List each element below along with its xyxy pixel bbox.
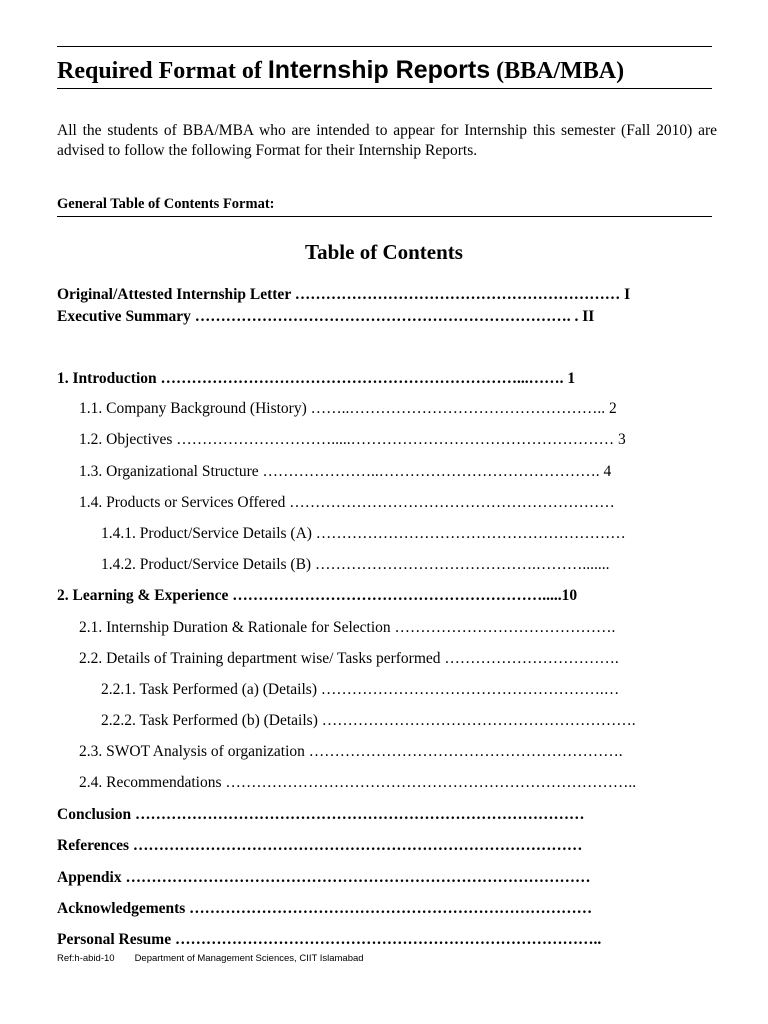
- page-footer: [57, 953, 364, 964]
- title-part-3: (BBA/MBA): [490, 58, 625, 84]
- toc-entry-task-a: 2.2.1. Task Performed (a) (Details) ……………………………………………….…: [101, 681, 620, 698]
- toc-entry-product-details-a: 1.4.1. Product/Service Details (A) ……………………………………………………: [101, 525, 626, 542]
- toc-entry-objectives: 1.2. Objectives ………………………….....…………………………………………… 3: [79, 431, 626, 448]
- intro-paragraph: All the students of BBA/MBA who are intended to appear for Internship this semester (Fall 2010) are advised to follow the following Format for their Internship Reports.: [57, 122, 717, 159]
- toc-entry-recommendations: 2.4. Recommendations ……………………………………………………………………..: [79, 774, 637, 791]
- toc-entry-internship-duration: 2.1. Internship Duration & Rationale for Selection …………………………………….: [79, 619, 616, 636]
- toc-entry-introduction: 1. Introduction ……………………………………………………………...……. 1: [57, 370, 576, 387]
- title-part-1: Required Format of: [57, 58, 268, 84]
- toc-entry-swot-analysis: 2.3. SWOT Analysis of organization …………………………………………………….: [79, 743, 623, 760]
- toc-entry-product-details-b: 1.4.2. Product/Service Details (B) …………………………………….……….......: [101, 556, 610, 573]
- toc-entry-personal-resume: Personal Resume ………………………………………………………………………..: [57, 931, 602, 948]
- toc-title: Table of Contents: [305, 240, 463, 264]
- top-rule: [57, 46, 712, 47]
- toc-entry-internship-letter: Original/Attested Internship Letter ……………………………………………………… I: [57, 286, 631, 303]
- toc-entry-conclusion: Conclusion ……………………………………………………………………………: [57, 806, 585, 823]
- footer-ref: Ref:h-abid-10: [57, 953, 115, 964]
- toc-entry-references: References ……………………………………………………………………………: [57, 837, 583, 854]
- title-part-2: Internship Reports: [267, 56, 491, 84]
- toc-entry-organizational-structure: 1.3. Organizational Structure …………………..……………………………………. 4: [79, 463, 612, 480]
- toc-entry-learning-experience: 2. Learning & Experience …………………………………………………….....10: [57, 587, 578, 604]
- toc-entry-training-details: 2.2. Details of Training department wise/ Tasks performed …………………………….: [79, 650, 619, 667]
- toc-entry-appendix: Appendix ………………………………………………………………………………: [57, 869, 591, 886]
- subheading-rule: [57, 216, 712, 217]
- title-underline: [57, 88, 712, 89]
- page-title: [57, 52, 717, 89]
- toc-entry-acknowledgements: Acknowledgements ……………………………………………………………………: [57, 900, 593, 917]
- toc-entry-task-b: 2.2.2. Task Performed (b) (Details) …………………………………………………….: [101, 712, 636, 729]
- toc-format-subheading: General Table of Contents Format:: [57, 196, 275, 212]
- toc-entry-company-background: 1.1. Company Background (History) ……..………………………………………….. 2: [79, 400, 617, 417]
- footer-department: Department of Management Sciences, CIIT Islamabad: [134, 953, 364, 964]
- toc-entry-products-services: 1.4. Products or Services Offered ………………………………………………………: [79, 494, 615, 511]
- toc-entry-executive-summary: Executive Summary ………………………………………………………………. . II: [57, 308, 595, 325]
